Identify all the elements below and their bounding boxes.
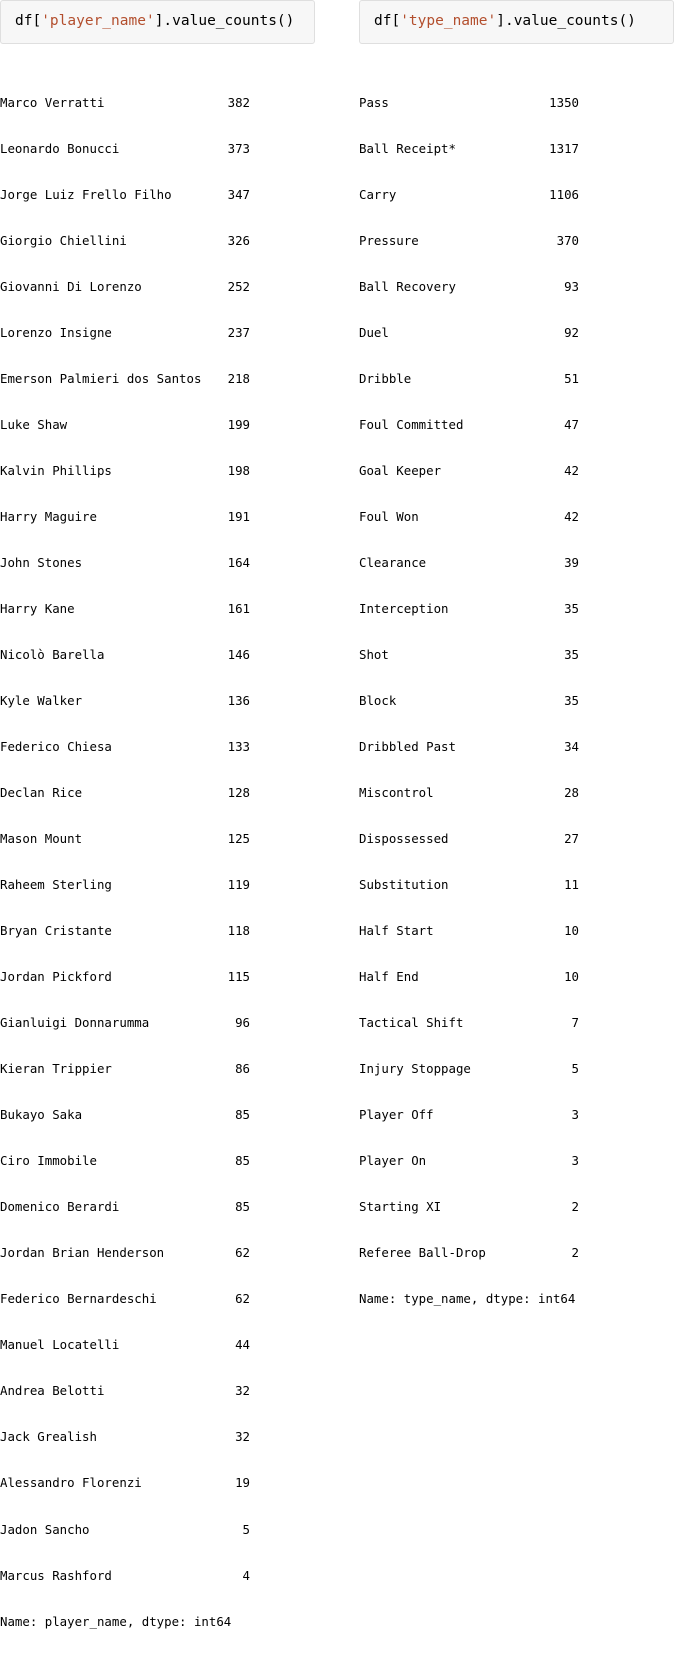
output-value: 5 <box>571 1061 579 1077</box>
output-row <box>359 1015 674 1030</box>
output-row <box>359 969 674 984</box>
output-label: Luke Shaw <box>0 416 68 432</box>
output-row <box>359 831 674 846</box>
output-row <box>0 279 315 294</box>
output-value: 39 <box>564 554 579 570</box>
output-label: Ball Receipt* <box>359 140 456 156</box>
output-row <box>359 141 674 156</box>
output-label: Dribbled Past <box>359 738 456 754</box>
output-label: Manuel Locatelli <box>0 1337 120 1353</box>
output-value: 198 <box>227 462 250 478</box>
output-value: 1106 <box>549 186 579 202</box>
output-value: 1350 <box>549 94 579 110</box>
output-value: 347 <box>227 186 250 202</box>
output-value: 115 <box>227 969 250 985</box>
output-value: 11 <box>564 877 579 893</box>
output-value: 218 <box>227 370 250 386</box>
output-value: 3 <box>571 1107 579 1123</box>
output-row <box>359 1107 674 1122</box>
output-label: Jordan Pickford <box>0 969 112 985</box>
output-label: Kyle Walker <box>0 692 83 708</box>
output-label: Foul Won <box>359 508 419 524</box>
output-label: Player Off <box>359 1107 434 1123</box>
output-label: Kalvin Phillips <box>0 462 112 478</box>
output-label: Clearance <box>359 554 427 570</box>
output-value: 382 <box>227 94 250 110</box>
output-value: 1317 <box>549 140 579 156</box>
output-row <box>0 417 315 432</box>
output-value: 47 <box>564 416 579 432</box>
notebook-cell-player-name <box>0 0 315 1660</box>
output-value: 164 <box>227 554 250 570</box>
output-label: Player On <box>359 1153 427 1169</box>
output-label: Jadon Sancho <box>0 1521 90 1537</box>
output-value: 326 <box>227 232 250 248</box>
output-label: John Stones <box>0 554 83 570</box>
output-label: Ciro Immobile <box>0 1153 97 1169</box>
output-label: Pass <box>359 94 389 110</box>
output-label: Bryan Cristante <box>0 923 112 939</box>
output-row <box>0 233 315 248</box>
output-label: Giovanni Di Lorenzo <box>0 278 142 294</box>
output-row <box>0 1383 315 1398</box>
output-label: Substitution <box>359 877 449 893</box>
output-row <box>359 877 674 892</box>
output-row <box>359 1199 674 1214</box>
output-value: 85 <box>235 1153 250 1169</box>
output-label: Half End <box>359 969 419 985</box>
output-label: Federico Bernardeschi <box>0 1291 157 1307</box>
output-row <box>0 1522 315 1537</box>
output-row <box>0 1568 315 1583</box>
output-row <box>359 371 674 386</box>
output-value: 27 <box>564 831 579 847</box>
output-row <box>0 1475 315 1490</box>
output-label: Starting XI <box>359 1199 442 1215</box>
output-value: 32 <box>235 1429 250 1445</box>
output-value: 161 <box>227 600 250 616</box>
output-label: Harry Maguire <box>0 508 97 524</box>
output-value: 92 <box>564 324 579 340</box>
output-label: Kieran Trippier <box>0 1061 112 1077</box>
output-value: 119 <box>227 877 250 893</box>
output-label: Goal Keeper <box>359 462 442 478</box>
output-label: Pressure <box>359 232 419 248</box>
output-value: 32 <box>235 1383 250 1399</box>
output-value: 118 <box>227 923 250 939</box>
output-label: Lorenzo Insigne <box>0 324 112 340</box>
output-value: 7 <box>571 1015 579 1031</box>
code-suffix: ].value_counts() <box>496 13 636 29</box>
output-label: Shot <box>359 646 389 662</box>
output-row <box>0 601 315 616</box>
code-input-type-name[interactable] <box>359 0 674 44</box>
output-row <box>0 877 315 892</box>
output-row <box>0 1245 315 1260</box>
output-value: 3 <box>571 1153 579 1169</box>
output-value: 86 <box>235 1061 250 1077</box>
output-row <box>0 739 315 754</box>
output-row <box>359 509 674 524</box>
output-label: Half Start <box>359 923 434 939</box>
output-row <box>0 1337 315 1352</box>
output-row <box>359 601 674 616</box>
code-input-player-name[interactable] <box>0 0 315 44</box>
output-row <box>359 923 674 938</box>
output-row <box>0 95 315 110</box>
output-value: 10 <box>564 969 579 985</box>
output-label: Mason Mount <box>0 831 83 847</box>
output-row <box>0 647 315 662</box>
output-value: 35 <box>564 646 579 662</box>
output-row <box>359 463 674 478</box>
output-value: 44 <box>235 1337 250 1353</box>
output-value: 237 <box>227 324 250 340</box>
output-row <box>359 187 674 202</box>
output-value: 19 <box>235 1475 250 1491</box>
output-value: 191 <box>227 508 250 524</box>
output-row <box>359 325 674 340</box>
output-row <box>359 1245 674 1260</box>
output-value: 85 <box>235 1107 250 1123</box>
output-value: 146 <box>227 646 250 662</box>
code-string-literal: 'player_name' <box>41 13 155 29</box>
output-row <box>0 1153 315 1168</box>
output-label: Bukayo Saka <box>0 1107 83 1123</box>
output-value: 125 <box>227 831 250 847</box>
output-label: Interception <box>359 600 449 616</box>
output-label: Marcus Rashford <box>0 1567 112 1583</box>
output-row <box>359 1153 674 1168</box>
output-row <box>0 1429 315 1444</box>
output-label: Block <box>359 692 397 708</box>
output-value: 370 <box>556 232 579 248</box>
output-label: Giorgio Chiellini <box>0 232 127 248</box>
output-label: Ball Recovery <box>359 278 456 294</box>
output-row <box>0 923 315 938</box>
output-value: 35 <box>564 600 579 616</box>
output-row <box>359 555 674 570</box>
output-row <box>359 279 674 294</box>
code-string-literal: 'type_name' <box>400 13 497 29</box>
output-value: 4 <box>242 1567 250 1583</box>
output-value: 133 <box>227 738 250 754</box>
code-suffix: ].value_counts() <box>154 13 295 29</box>
output-label: Gianluigi Donnarumma <box>0 1015 150 1031</box>
output-row <box>0 1061 315 1076</box>
output-footer: Name: type_name, dtype: int64 <box>359 1291 576 1307</box>
code-prefix: df[ <box>374 13 401 29</box>
output-value: 199 <box>227 416 250 432</box>
output-label: Harry Kane <box>0 600 75 616</box>
output-value: 2 <box>571 1199 579 1215</box>
output-label: Marco Verratti <box>0 94 105 110</box>
output-row <box>359 1061 674 1076</box>
output-label: Jack Grealish <box>0 1429 97 1445</box>
output-row <box>359 417 674 432</box>
output-value: 373 <box>227 140 250 156</box>
output-row <box>0 1015 315 1030</box>
notebook-cell-type-name <box>359 0 674 1337</box>
output-row <box>0 463 315 478</box>
output-row <box>0 371 315 386</box>
output-label: Miscontrol <box>359 785 434 800</box>
output-row <box>359 693 674 708</box>
output-row <box>359 739 674 754</box>
output-row <box>359 785 674 800</box>
output-row <box>0 1291 315 1306</box>
code-prefix: df[ <box>15 13 42 29</box>
output-value: 28 <box>564 785 579 800</box>
output-row <box>0 969 315 984</box>
output-label: Leonardo Bonucci <box>0 140 120 156</box>
output-label: Foul Committed <box>359 416 464 432</box>
output-row <box>359 95 674 110</box>
output-label: Nicolò Barella <box>0 646 105 662</box>
output-value: 2 <box>571 1245 579 1261</box>
output-row <box>0 693 315 708</box>
output-value: 96 <box>235 1015 250 1031</box>
output-row <box>0 785 315 800</box>
output-value: 93 <box>564 278 579 294</box>
code-output-type-name <box>359 64 674 1338</box>
output-row <box>0 1107 315 1122</box>
output-value: 51 <box>564 370 579 386</box>
output-row <box>0 141 315 156</box>
output-value: 85 <box>235 1199 250 1215</box>
output-label: Emerson Palmieri dos Santos <box>0 370 202 386</box>
output-row <box>0 1199 315 1214</box>
output-label: Injury Stoppage <box>359 1061 471 1077</box>
output-value: 136 <box>227 692 250 708</box>
output-label: Federico Chiesa <box>0 738 112 754</box>
output-row <box>359 647 674 662</box>
output-label: Jorge Luiz Frello Filho <box>0 186 172 202</box>
output-label: Domenico Berardi <box>0 1199 120 1215</box>
output-value: 62 <box>235 1291 250 1307</box>
output-row <box>0 187 315 202</box>
output-label: Raheem Sterling <box>0 877 112 893</box>
output-value: 35 <box>564 692 579 708</box>
output-value: 34 <box>564 738 579 754</box>
output-label: Declan Rice <box>0 785 83 800</box>
code-output-player-name <box>0 64 315 1660</box>
output-row <box>0 509 315 524</box>
output-label: Tactical Shift <box>359 1015 464 1031</box>
output-footer: Name: player_name, dtype: int64 <box>0 1613 232 1629</box>
output-label: Dispossessed <box>359 831 449 847</box>
output-value: 10 <box>564 923 579 939</box>
output-value: 5 <box>242 1521 250 1537</box>
output-value: 42 <box>564 462 579 478</box>
output-row <box>359 233 674 248</box>
output-value: 128 <box>227 785 250 800</box>
output-label: Carry <box>359 186 397 202</box>
output-value: 252 <box>227 278 250 294</box>
output-label: Referee Ball-Drop <box>359 1245 486 1261</box>
output-value: 62 <box>235 1245 250 1261</box>
output-row <box>0 325 315 340</box>
output-row <box>0 831 315 846</box>
output-label: Dribble <box>359 370 412 386</box>
output-label: Duel <box>359 324 389 340</box>
output-label: Alessandro Florenzi <box>0 1475 142 1491</box>
output-label: Andrea Belotti <box>0 1383 105 1399</box>
output-value: 42 <box>564 508 579 524</box>
output-label: Jordan Brian Henderson <box>0 1245 165 1261</box>
output-row <box>0 555 315 570</box>
